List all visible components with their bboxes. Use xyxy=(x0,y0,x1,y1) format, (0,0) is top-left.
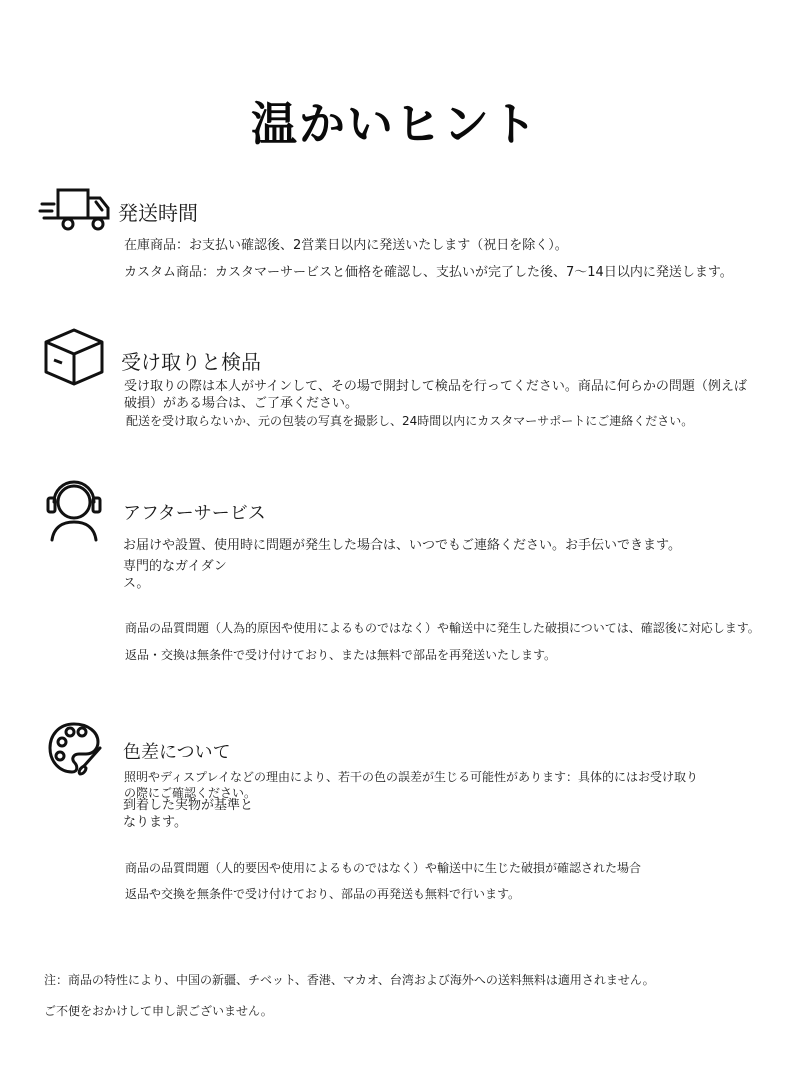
color-line-4: 返品や交換を無条件で受け付けており、部品の再発送も無料で行います。 xyxy=(125,887,521,901)
section-heading-inspection: 受け取りと検品 xyxy=(121,350,261,374)
color-line-2b: なります。 xyxy=(123,815,187,830)
delivery-truck-icon xyxy=(38,184,114,246)
aftersales-line-2b: ス。 xyxy=(123,576,150,591)
page-title: 温かいヒント xyxy=(251,97,539,151)
section-heading-color: 色差について xyxy=(123,742,231,763)
shipping-line-custom: カスタム商品：カスタマーサービスと価格を確認し、支払いが完了した後、7〜14日以内に発送します。 xyxy=(124,265,733,280)
inspection-line-1b: 破損）がある場合は、ご了承ください。 xyxy=(124,396,359,411)
headset-support-icon xyxy=(44,478,104,548)
aftersales-line-3: 商品の品質問題（人為的原因や使用によるものではなく）や輸送中に発生した破損については、確認後に対応します。 xyxy=(125,621,760,635)
section-heading-aftersales: アフターサービス xyxy=(123,503,266,524)
aftersales-line-2a: 専門的なガイダン xyxy=(123,559,227,574)
footer-note: 注：商品の特性により、中国の新疆、チベット、香港、マカオ、台湾および海外への送料無料は適用されません。 xyxy=(44,973,655,987)
shipping-line-stock: 在庫商品：お支払い確認後、2営業日以内に発送いたします（祝日を除く）。 xyxy=(124,238,568,253)
color-line-3: 商品の品質問題（人的要因や使用によるものではなく）や輸送中に生じた破損が確認された場合 xyxy=(125,861,642,875)
inspection-line-2: 配送を受け取らないか、元の包装の写真を撮影し、24時間以内にカスタマーサポートにご連絡ください。 xyxy=(126,414,694,428)
color-line-1a: 照明やディスプレイなどの理由により、若干の色の誤差が生じる可能性があります：具体的にはお受け取り xyxy=(124,770,698,784)
footer-apology: ご不便をおかけして申し訳ございません。 xyxy=(44,1004,273,1018)
color-line-1b: の際にご確認ください。 xyxy=(124,786,257,800)
package-box-icon xyxy=(42,326,106,388)
paint-palette-icon xyxy=(46,720,104,778)
inspection-line-1a: 受け取りの際は本人がサインして、その場で開封して検品を行ってください。商品に何らかの問題（例えば xyxy=(124,379,747,394)
section-heading-shipping: 発送時間 xyxy=(118,201,198,225)
aftersales-line-1: お届けや設置、使用時に問題が発生した場合は、いつでもご連絡ください。お手伝いできます。 xyxy=(123,538,681,553)
aftersales-line-4: 返品・交換は無条件で受け付けており、または無料で部品を再発送いたします。 xyxy=(125,648,557,662)
color-line-2a: 到着した実物が基準と xyxy=(123,798,254,813)
